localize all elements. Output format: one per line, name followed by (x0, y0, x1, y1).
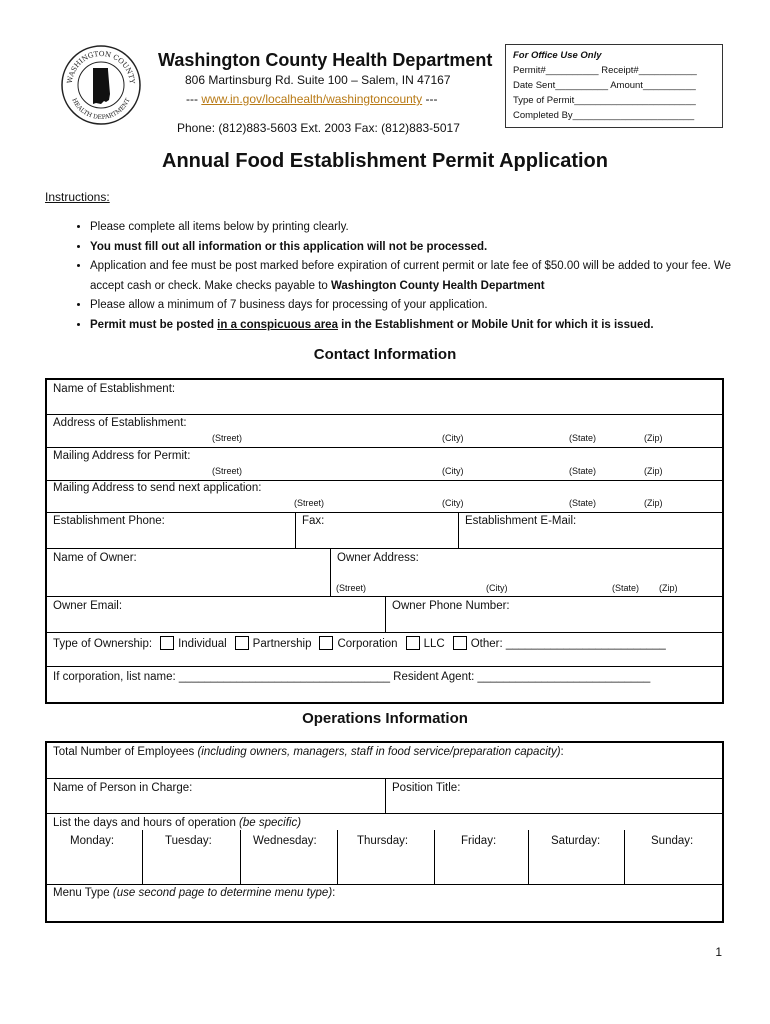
operations-section-title: Operations Information (302, 710, 468, 727)
agency-title: Washington County Health Department (158, 50, 493, 70)
list-item: • You must fill out all information or this application will not be processed. (90, 238, 750, 258)
tuesday-field[interactable]: Tuesday: (165, 835, 212, 847)
list-item: • Please allow a minimum of 7 business days for processing of your application. (90, 296, 750, 316)
other-field[interactable]: Other: _________________________ (470, 638, 666, 650)
city-caption: (City) (442, 433, 464, 443)
friday-field[interactable]: Friday: (461, 835, 497, 847)
city-caption: (City) (442, 498, 464, 508)
office-use-box (505, 44, 723, 128)
position-title-field[interactable]: Position Title: (392, 782, 461, 794)
instructions-list (68, 218, 750, 335)
seal-top-text: WASHINGTON COUNTY (65, 49, 137, 85)
instructions-label: Instructions: (45, 190, 110, 204)
seal-bottom-text: HEALTH DEPARTMENT (70, 97, 132, 122)
document-title: Annual Food Establishment Permit Application (162, 150, 608, 172)
sunday-field[interactable]: Sunday: (651, 835, 694, 847)
office-use-line: Date Sent__________ Amount__________ (513, 80, 696, 91)
partnership-label: Partnership (252, 638, 312, 650)
office-use-line: Completed By_______________________ (513, 110, 695, 121)
city-caption: (City) (486, 583, 508, 593)
name-of-establishment-field[interactable]: Name of Establishment: (53, 383, 176, 395)
individual-checkbox[interactable] (160, 636, 174, 650)
corporation-label: Corporation (337, 638, 398, 650)
wednesday-field[interactable]: Wednesday: (253, 835, 317, 847)
street-caption: (Street) (212, 433, 243, 443)
city-caption: (City) (442, 466, 464, 476)
monday-field[interactable]: Monday: (70, 835, 115, 847)
state-caption: (State) (612, 583, 640, 593)
zip-caption: (Zip) (644, 466, 663, 476)
name-of-owner-field[interactable]: Name of Owner: (53, 552, 137, 564)
page-number: 1 (715, 945, 722, 959)
establishment-email-field[interactable]: Establishment E-Mail: (465, 515, 577, 527)
office-use-heading: For Office Use Only (513, 50, 602, 61)
list-item: • Application and fee must be post marked before expiration of current permit or late fee of $50.00 will be added to your fee. We accept cash or check. Make checks payable to Washington County Health Department (90, 257, 750, 296)
agency-address: 806 Martinsburg Rd. Suite 100 – Salem, IN 47167 (185, 73, 451, 87)
zip-caption: (Zip) (644, 433, 663, 443)
indiana-state-icon (93, 68, 110, 104)
list-item: • Please complete all items below by printing clearly. (90, 218, 750, 238)
individual-label: Individual (178, 638, 227, 650)
website-link[interactable]: www.in.gov/localhealth/washingtoncounty (201, 92, 423, 106)
contact-section-title: Contact Information (313, 346, 457, 363)
state-caption: (State) (569, 466, 597, 476)
office-use-line: Permit#__________ Receipt#___________ (513, 65, 697, 76)
llc-checkbox[interactable] (406, 636, 420, 650)
days-hours-label: List the days and hours of operation (be specific) (53, 817, 302, 829)
total-employees-field[interactable]: Total Number of Employees (including owners, managers, staff in food service/preparation capacity): (53, 746, 564, 758)
saturday-field[interactable]: Saturday: (551, 835, 601, 847)
type-of-ownership-row (53, 636, 666, 650)
menu-type-field[interactable]: Menu Type (use second page to determine menu type): (53, 887, 336, 899)
zip-caption: (Zip) (644, 498, 663, 508)
corporation-checkbox[interactable] (319, 636, 333, 650)
thursday-field[interactable]: Thursday: (357, 835, 409, 847)
other-checkbox[interactable] (453, 636, 467, 650)
owner-email-field[interactable]: Owner Email: (53, 600, 123, 612)
corporation-name-field[interactable]: If corporation, list name: _________________________________ Resident Agent: ___________________________ (53, 671, 651, 683)
street-caption: (Street) (294, 498, 325, 508)
zip-caption: (Zip) (659, 583, 678, 593)
agency-phone: Phone: (812)883-5603 Ext. 2003 Fax: (812)883-5017 (177, 121, 460, 135)
partnership-checkbox[interactable] (235, 636, 249, 650)
owner-phone-field[interactable]: Owner Phone Number: (392, 600, 510, 612)
state-caption: (State) (569, 433, 597, 443)
mailing-address-permit-field[interactable]: Mailing Address for Permit: (53, 450, 191, 462)
address-of-establishment-field[interactable]: Address of Establishment: (53, 417, 187, 429)
establishment-phone-field[interactable]: Establishment Phone: (53, 515, 165, 527)
fax-field[interactable]: Fax: (302, 515, 325, 527)
person-in-charge-field[interactable]: Name of Person in Charge: (53, 782, 193, 794)
office-use-line: Type of Permit_______________________ (513, 95, 696, 106)
owner-address-field[interactable]: Owner Address: (337, 552, 419, 564)
county-seal-logo (60, 44, 142, 126)
agency-website: --- www.in.gov/localhealth/washingtoncounty --- (186, 92, 438, 106)
llc-label: LLC (423, 638, 445, 650)
type-of-ownership-label: Type of Ownership: (53, 638, 153, 650)
mailing-address-next-field[interactable]: Mailing Address to send next application: (53, 482, 262, 494)
street-caption: (Street) (336, 583, 367, 593)
list-item: • Permit must be posted in a conspicuous area in the Establishment or Mobile Unit for which it is issued. (90, 316, 750, 336)
state-caption: (State) (569, 498, 597, 508)
street-caption: (Street) (212, 466, 243, 476)
